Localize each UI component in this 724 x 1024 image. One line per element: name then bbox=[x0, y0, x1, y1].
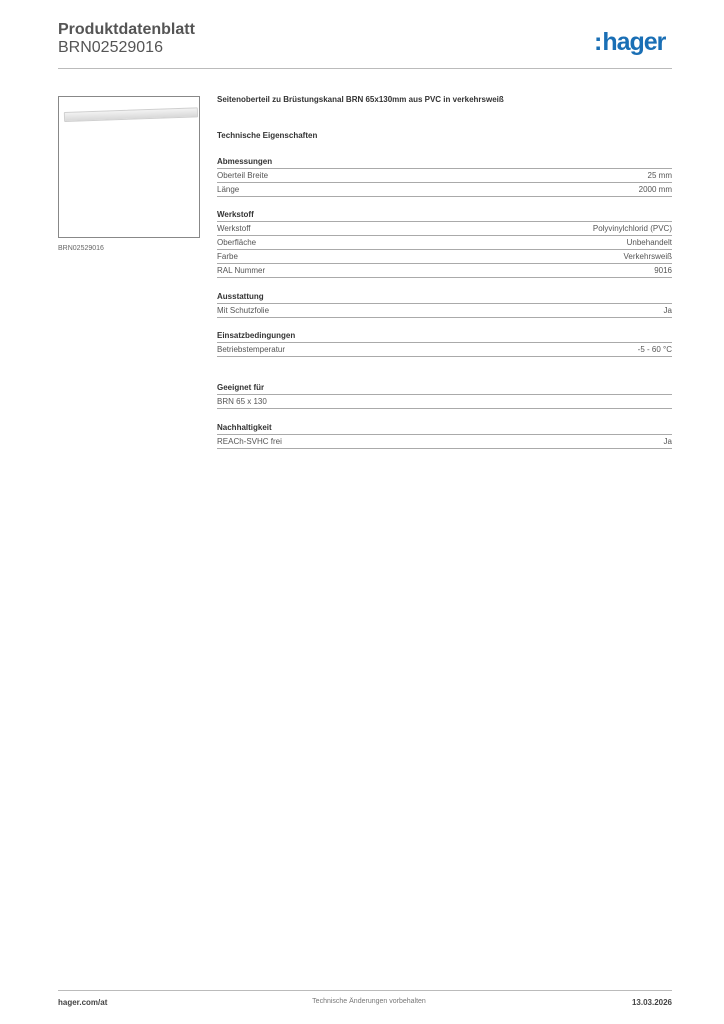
footer-divider bbox=[58, 990, 672, 991]
header-divider bbox=[58, 68, 672, 69]
property-row bbox=[217, 342, 672, 357]
property-row bbox=[217, 303, 672, 318]
property-value: Polyvinylchlorid (PVC) bbox=[592, 224, 672, 233]
property-label: Betriebstemperatur bbox=[217, 345, 286, 354]
property-label: Werkstoff bbox=[217, 224, 251, 233]
property-value: Ja bbox=[663, 306, 672, 315]
tech-properties-heading: Technische Eigenschaften bbox=[217, 131, 318, 140]
property-row bbox=[217, 221, 672, 235]
property-label: BRN 65 x 130 bbox=[217, 397, 267, 406]
product-image bbox=[58, 96, 200, 238]
property-row bbox=[217, 235, 672, 249]
property-row bbox=[217, 263, 672, 278]
property-label: REACh-SVHC frei bbox=[217, 437, 282, 446]
property-value: 9016 bbox=[654, 266, 672, 275]
property-label: Mit Schutzfolie bbox=[217, 306, 270, 315]
section-heading: Abmessungen bbox=[217, 157, 273, 166]
property-row bbox=[217, 168, 672, 182]
footer-website-link[interactable]: hager.com/at bbox=[58, 998, 108, 1007]
property-row bbox=[217, 394, 672, 409]
property-row bbox=[217, 182, 672, 197]
section-werkstoff bbox=[217, 209, 672, 278]
section-heading: Ausstattung bbox=[217, 292, 264, 301]
property-value: Ja bbox=[663, 437, 672, 446]
property-row bbox=[217, 249, 672, 263]
product-number: BRN02529016 bbox=[58, 39, 163, 56]
product-description: Seitenoberteil zu Brüstungskanal BRN 65x130mm aus PVC in verkehrsweiß bbox=[217, 95, 504, 104]
logo-dots-icon: : bbox=[594, 28, 602, 56]
logo-text: hager bbox=[602, 28, 666, 56]
section-heading: Geeignet für bbox=[217, 383, 265, 392]
property-label: Farbe bbox=[217, 252, 238, 261]
document-title: Produktdatenblatt bbox=[58, 21, 195, 38]
property-label: Oberteil Breite bbox=[217, 171, 269, 180]
section-heading: Nachhaltigkeit bbox=[217, 423, 272, 432]
section-geeignet-fuer bbox=[217, 382, 672, 409]
property-value: 25 mm bbox=[647, 171, 672, 180]
footer-notice: Technische Änderungen vorbehalten bbox=[312, 998, 426, 1005]
property-label: Oberfläche bbox=[217, 238, 257, 247]
property-value: Verkehrsweiß bbox=[623, 252, 672, 261]
rail-profile-icon bbox=[64, 107, 198, 122]
section-abmessungen bbox=[217, 156, 672, 197]
section-heading: Werkstoff bbox=[217, 210, 254, 219]
property-label: Länge bbox=[217, 185, 240, 194]
property-value: 2000 mm bbox=[638, 185, 672, 194]
property-value: Unbehandelt bbox=[626, 238, 672, 247]
product-details bbox=[217, 95, 672, 446]
footer-date: 13.03.2026 bbox=[631, 998, 672, 1007]
image-caption: BRN02529016 bbox=[58, 245, 104, 252]
property-value: -5 - 60 °C bbox=[637, 345, 672, 354]
property-row bbox=[217, 434, 672, 449]
section-heading: Einsatzbedingungen bbox=[217, 331, 296, 340]
hager-logo bbox=[594, 28, 665, 57]
property-label: RAL Nummer bbox=[217, 266, 266, 275]
section-nachhaltigkeit bbox=[217, 422, 672, 449]
section-ausstattung bbox=[217, 291, 672, 318]
section-einsatzbedingungen bbox=[217, 330, 672, 357]
